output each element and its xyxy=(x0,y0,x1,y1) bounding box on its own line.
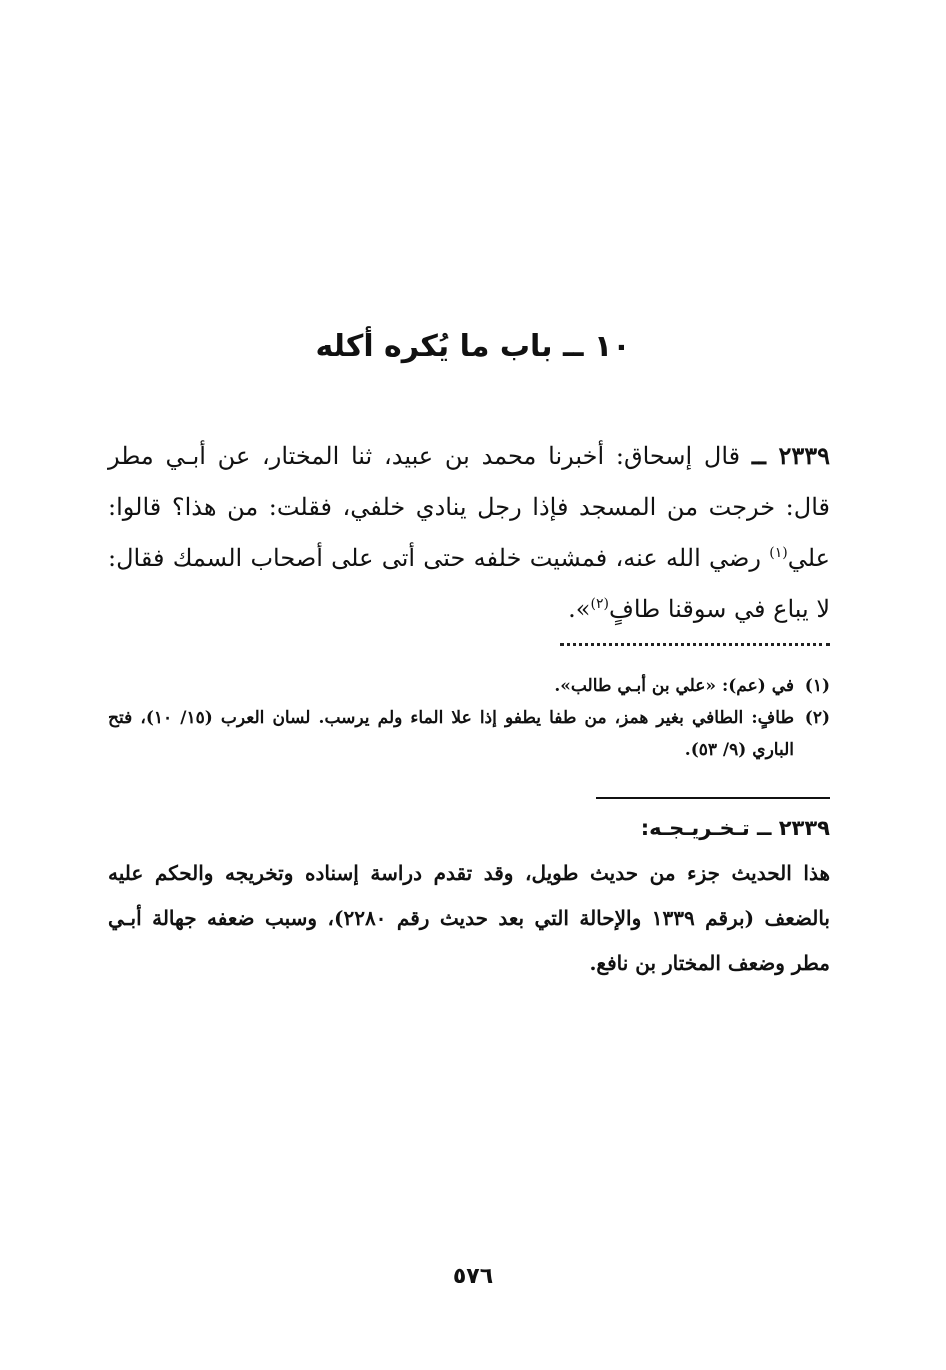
footnote-text: طافٍ: الطافي بغير همز، من طفا يطفو إذا علا الماء ولم يرسب. لسان العرب (١٥/ ١٠)، فتح الباري (٩/ ٥٣). xyxy=(108,708,794,760)
hadith-text-part1: قال إسحاق: أخبرنا محمد بن عبيد، ثنا المختار، عن أبـي مطر قال: خرجت من المسجد فإذا رجل ينادي خلفي، فقلت: من هذا؟ قالوا: علي xyxy=(108,442,830,572)
takhrij-separator xyxy=(596,797,830,799)
hadith-text-end: ». xyxy=(568,595,591,623)
hadith-number: ٢٣٣٩ ــ xyxy=(751,441,830,470)
footnote-number: (٢) xyxy=(804,708,830,728)
chapter-title: ١٠ ــ باب ما يُكره أكله xyxy=(315,329,631,364)
takhrij-heading: ٢٣٣٩ ــ تـخـريـجـه: xyxy=(640,816,830,840)
footnote-marker-2: (٢) xyxy=(590,596,609,612)
page-number: ٥٧٦ xyxy=(452,1264,494,1289)
footnote-text: في (عم): «علي بن أبـي طالب». xyxy=(554,676,794,696)
footnotes xyxy=(108,670,830,766)
footnote-2 xyxy=(108,702,830,766)
takhrij-text: هذا الحديث جزء من حديث طويل، وقد تقدم دراسة إسناده وتخريجه والحكم عليه بالضعف (برقم ١٣٣٩ والإحالة التي بعد حديث رقم ٢٢٨٠)، وسبب ضعفه جهالة أبـي مطر وضعف المختار بن نافع. xyxy=(108,861,830,975)
footnote-number: (١) xyxy=(804,676,830,696)
hadith-text-part2: رضي الله عنه، فمشيت خلفه حتى أتى على أصحاب السمك فقال: لا يباع في سوقنا طافٍ xyxy=(108,544,830,623)
hadith-text xyxy=(108,430,830,635)
footnote-1 xyxy=(108,670,830,702)
footnote-separator xyxy=(560,643,830,646)
footnote-marker-1: (١) xyxy=(769,545,788,561)
